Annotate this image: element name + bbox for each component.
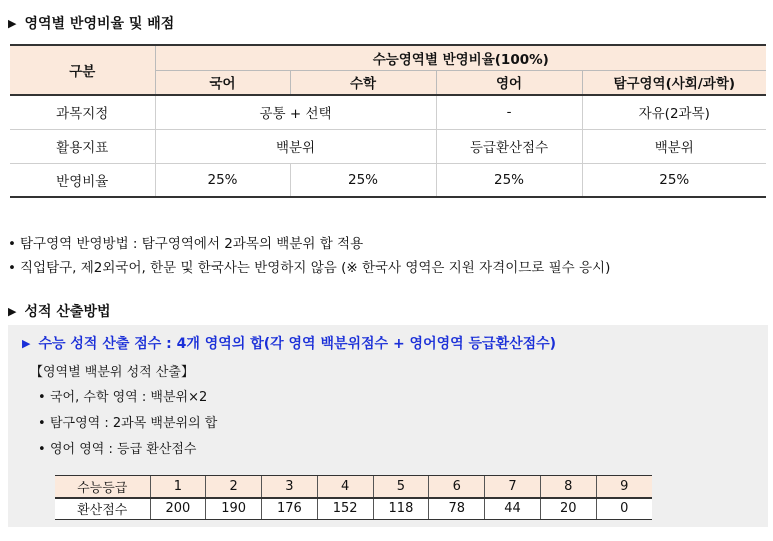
ratio-table <box>10 44 766 198</box>
column-header-korean: 국어 <box>155 70 290 95</box>
score-cell: 152 <box>317 498 373 520</box>
cell-korean: 25% <box>155 163 290 197</box>
calc-box <box>8 325 768 527</box>
cell-math: 25% <box>290 163 436 197</box>
cell-inquiry: 백분위 <box>582 129 766 163</box>
score-cell: 0 <box>596 498 652 520</box>
grade-cell: 1 <box>150 476 206 498</box>
grade-cell: 9 <box>596 476 652 498</box>
triangle-icon: ▶ <box>8 304 17 318</box>
cell-korean-math: 백분위 <box>155 129 436 163</box>
header-span: 수능영역별 반영비율(100%) <box>155 45 766 70</box>
table-row <box>55 476 652 498</box>
grade-cell: 7 <box>485 476 541 498</box>
bullet-icon: • <box>38 442 46 457</box>
grade-cell: 8 <box>540 476 596 498</box>
header-group: 구분 <box>10 45 155 95</box>
bullet-text: 영어 영역 : 등급 환산점수 <box>50 442 197 457</box>
bullet-text: 국어, 수학 영역 : 백분위×2 <box>50 390 208 405</box>
bullet-text: 탐구영역 : 2과목 백분위의 합 <box>50 416 218 431</box>
cell-inquiry: 자유(2과목) <box>582 95 766 129</box>
score-cell: 200 <box>150 498 206 520</box>
list-item <box>8 232 610 256</box>
triangle-icon: ▶ <box>22 336 31 350</box>
cell-english: - <box>436 95 582 129</box>
grade-cell: 2 <box>206 476 262 498</box>
score-cell: 190 <box>206 498 262 520</box>
score-cell: 118 <box>373 498 429 520</box>
section-title-calc <box>8 301 111 321</box>
cell-english: 등급환산점수 <box>436 129 582 163</box>
cell-inquiry: 25% <box>582 163 766 197</box>
grade-cell: 3 <box>262 476 318 498</box>
row-label: 수능등급 <box>55 476 150 498</box>
bullet-icon: • <box>8 236 16 252</box>
table-row <box>10 163 766 197</box>
list-item <box>38 385 217 411</box>
grade-cell: 4 <box>317 476 373 498</box>
column-header-inquiry: 탐구영역(사회/과학) <box>582 70 766 95</box>
bullet-icon: • <box>8 260 16 276</box>
cell-korean-math: 공통 + 선택 <box>155 95 436 129</box>
calc-sub-heading: 【영역별 백분위 성적 산출】 <box>30 365 194 380</box>
list-item <box>8 256 610 280</box>
list-item <box>38 411 217 437</box>
bullet-icon: • <box>38 390 46 405</box>
score-cell: 44 <box>485 498 541 520</box>
score-cell: 20 <box>540 498 596 520</box>
calc-bullets <box>38 385 217 463</box>
section-title-text: 영역별 반영비율 및 배점 <box>24 16 175 32</box>
notes-list <box>8 232 610 280</box>
calc-title-text: 수능 성적 산출 점수 : 4개 영역의 합(각 영역 백분위점수 + 영어영역 등급환산점수) <box>38 336 557 352</box>
section-title-ratio <box>8 13 174 33</box>
table-row <box>55 498 652 520</box>
row-label: 환산점수 <box>55 498 150 520</box>
list-item <box>38 437 217 463</box>
score-cell: 78 <box>429 498 485 520</box>
triangle-icon: ▶ <box>8 16 17 30</box>
table-row <box>10 129 766 163</box>
grade-table <box>55 475 652 520</box>
row-label: 과목지정 <box>10 95 155 129</box>
grade-cell: 6 <box>429 476 485 498</box>
bullet-icon: • <box>38 416 46 431</box>
table-row <box>10 95 766 129</box>
note-text: 탐구영역 반영방법 : 탐구영역에서 2과목의 백분위 합 적용 <box>20 236 364 252</box>
row-label: 활용지표 <box>10 129 155 163</box>
column-header-math: 수학 <box>290 70 436 95</box>
cell-english: 25% <box>436 163 582 197</box>
column-header-english: 영어 <box>436 70 582 95</box>
grade-cell: 5 <box>373 476 429 498</box>
note-text: 직업탐구, 제2외국어, 한문 및 한국사는 반영하지 않음 (※ 한국사 영역은 지원 자격이므로 필수 응시) <box>20 260 611 276</box>
calc-title <box>22 333 556 353</box>
score-cell: 176 <box>262 498 318 520</box>
row-label: 반영비율 <box>10 163 155 197</box>
section-title-text: 성적 산출방법 <box>24 304 111 320</box>
